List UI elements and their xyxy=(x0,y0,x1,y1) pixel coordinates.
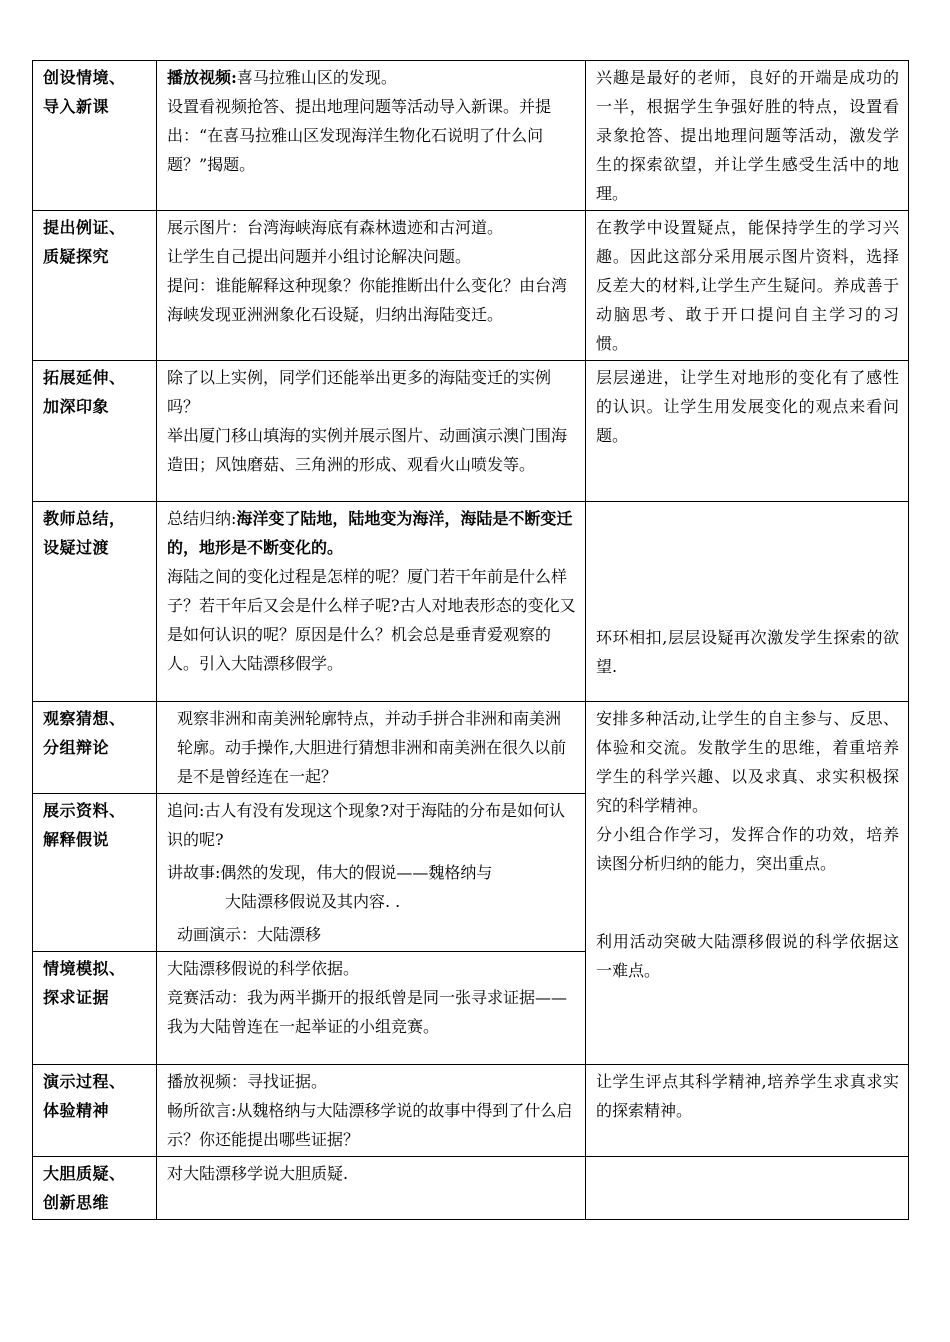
stage-label-line2: 导入新课 xyxy=(43,97,110,116)
activity-text: 展示图片：台湾海峡海底有森林遗迹和古河道。 xyxy=(167,218,504,237)
activity-text: 播放视频：寻找证据。 xyxy=(167,1072,328,1091)
activity-cell xyxy=(157,502,586,702)
stage-label-line2: 创新思维 xyxy=(43,1193,110,1212)
design-text: 分小组合作学习，发挥合作的功效，培养读图分析归纳的能力，突出重点。 xyxy=(596,825,899,873)
design-text: 在教学中设置疑点，能保持学生的学习兴趣。因此这部分采用展示图片资料，选择反差大的材料,让学生产生疑问。养成善于动脑思考、敢于开口提问自主学习的习惯。 xyxy=(596,218,899,353)
activity-cell xyxy=(157,211,586,361)
activity-cell xyxy=(157,794,586,952)
design-text: 让学生评点其科学精神,培养学生求真求实的探索精神。 xyxy=(596,1072,899,1120)
design-cell xyxy=(586,211,909,361)
stage-label-line1: 情境模拟、 xyxy=(43,959,126,978)
table-row xyxy=(33,1065,909,1157)
activity-text: 动画演示：大陆漂移 xyxy=(177,925,322,944)
table-row xyxy=(33,1157,909,1220)
stage-label-line1: 大胆质疑、 xyxy=(43,1164,126,1183)
stage-label-line2: 设疑过渡 xyxy=(43,538,110,557)
activity-cell xyxy=(157,1157,586,1220)
stage-cell xyxy=(33,1157,157,1220)
activity-text: 举出厦门移山填海的实例并展示图片、动画演示澳门围海造田；风蚀磨菇、三角洲的形成、观看火山喷发等。 xyxy=(167,426,568,474)
design-cell xyxy=(586,61,909,211)
stage-label-line2: 加深印象 xyxy=(43,397,110,416)
design-cell xyxy=(586,361,909,502)
activity-bold-lead: 播放视频: xyxy=(167,68,237,87)
stage-cell xyxy=(33,361,157,502)
stage-cell xyxy=(33,952,157,1065)
stage-cell xyxy=(33,61,157,211)
design-cell xyxy=(586,1065,909,1157)
table-row xyxy=(33,361,909,502)
activity-text-rest: 喜马拉雅山区的发现。 xyxy=(236,68,397,87)
stage-cell xyxy=(33,211,157,361)
design-text: 兴趣是最好的老师，良好的开端是成功的一半，根据学生争强好胜的特点，设置看录象抢答、提出地理问题等活动，激发学生的探索欲望，并让学生感受生活中的地理。 xyxy=(596,68,899,203)
activity-text: 除了以上实例，同学们还能举出更多的海陆变迁的实例吗？ xyxy=(167,368,552,416)
design-text: 利用活动突破大陆漂移假说的科学依据这一难点。 xyxy=(596,932,899,980)
stage-cell xyxy=(33,794,157,952)
stage-cell xyxy=(33,702,157,794)
stage-label-line1: 创设情境、 xyxy=(43,68,126,87)
activity-text xyxy=(167,504,576,562)
stage-label-line2: 体验精神 xyxy=(43,1101,110,1120)
stage-label-line1: 提出例证、 xyxy=(43,218,126,237)
activity-cell xyxy=(157,702,586,794)
activity-text: 设置看视频抢答、提出地理问题等活动导入新课。并提出：“在喜马拉雅山区发现海洋生物化石说明了什么问题？”揭题。 xyxy=(167,97,552,174)
table-row xyxy=(33,61,909,211)
stage-label-line2: 质疑探究 xyxy=(43,247,110,266)
stage-label-line2: 分组辩论 xyxy=(43,738,110,757)
design-text: 安排多种活动,让学生的自主参与、反思、体验和交流。发散学生的思维，着重培养学生的科学兴趣、以及求真、求实积极探究的科学精神。 xyxy=(596,709,899,815)
activity-text: 大陆漂移假说的科学依据。 xyxy=(167,959,360,978)
activity-cell xyxy=(157,1065,586,1157)
design-text: 层层递进，让学生对地形的变化有了感性的认识。让学生用发展变化的观点来看问题。 xyxy=(596,368,899,445)
design-cell-empty xyxy=(586,1157,909,1220)
stage-label-line1: 教师总结， xyxy=(43,509,126,528)
activity-text: 观察非洲和南美洲轮廓特点，并动手拼合非洲和南美洲轮廓。动手操作,大胆进行猜想非洲和南美洲在很久以前是不是曾经连在一起？ xyxy=(177,709,567,786)
stage-cell xyxy=(33,1065,157,1157)
activity-text: 讲故事:偶然的发现，伟大的假说——魏格纳与 xyxy=(167,863,493,882)
stage-label-line1: 拓展延伸、 xyxy=(43,368,126,387)
lesson-plan-table xyxy=(32,60,909,1220)
summary-bold-text: 海洋变了陆地，陆地变为海洋，海陆是不断变迁的，地形是不断变化的。 xyxy=(167,509,573,557)
activity-text: 对大陆漂移学说大胆质疑. xyxy=(167,1164,349,1183)
activity-cell xyxy=(157,952,586,1065)
activity-cell xyxy=(157,61,586,211)
design-cell xyxy=(586,502,909,702)
activity-text xyxy=(167,63,576,92)
activity-text: 追问:古人有没有发现这个现象?对于海陆的分布是如何认识的呢? xyxy=(167,801,565,849)
stage-label-line2: 解释假说 xyxy=(43,830,110,849)
activity-cell xyxy=(157,361,586,502)
activity-text: 海陆之间的变化过程是怎样的呢？厦门若干年前是什么样子？若干年后又会是什么样子呢?古人对地表形态的变化又是如何认识的呢？原因是什么？机会总是垂青爱观察的人。引入大陆漂移假学。 xyxy=(167,567,576,673)
activity-text: 大陆漂移假说及其内容. . xyxy=(225,892,401,911)
table-row xyxy=(33,702,909,794)
table-row xyxy=(33,502,909,702)
stage-label-line1: 展示资料、 xyxy=(43,801,126,820)
table-row xyxy=(33,211,909,361)
activity-text: 让学生自己提出问题并小组讨论解决问题。 xyxy=(167,247,472,266)
activity-text: 竞赛活动：我为两半撕开的报纸曾是同一张寻求证据——我为大陆曾连在一起举证的小组竞赛。 xyxy=(167,988,568,1036)
design-text: 环环相扣,层层设疑再次激发学生探索的欲望. xyxy=(596,628,899,676)
stage-label-line2: 探求证据 xyxy=(43,988,110,1007)
stage-label-line1: 演示过程、 xyxy=(43,1072,126,1091)
summary-prefix: 总结归纳: xyxy=(167,509,237,528)
stage-label-line1: 观察猜想、 xyxy=(43,709,126,728)
activity-text: 畅所欲言:从魏格纳与大陆漂移学说的故事中得到了什么启示？你还能提出哪些证据？ xyxy=(167,1101,573,1149)
design-cell-merged xyxy=(586,702,909,1065)
stage-cell xyxy=(33,502,157,702)
activity-text: 提问：谁能解释这种现象？你能推断出什么变化？由台湾海峡发现亚洲洲象化石设疑，归纳出海陆变迁。 xyxy=(167,276,568,324)
